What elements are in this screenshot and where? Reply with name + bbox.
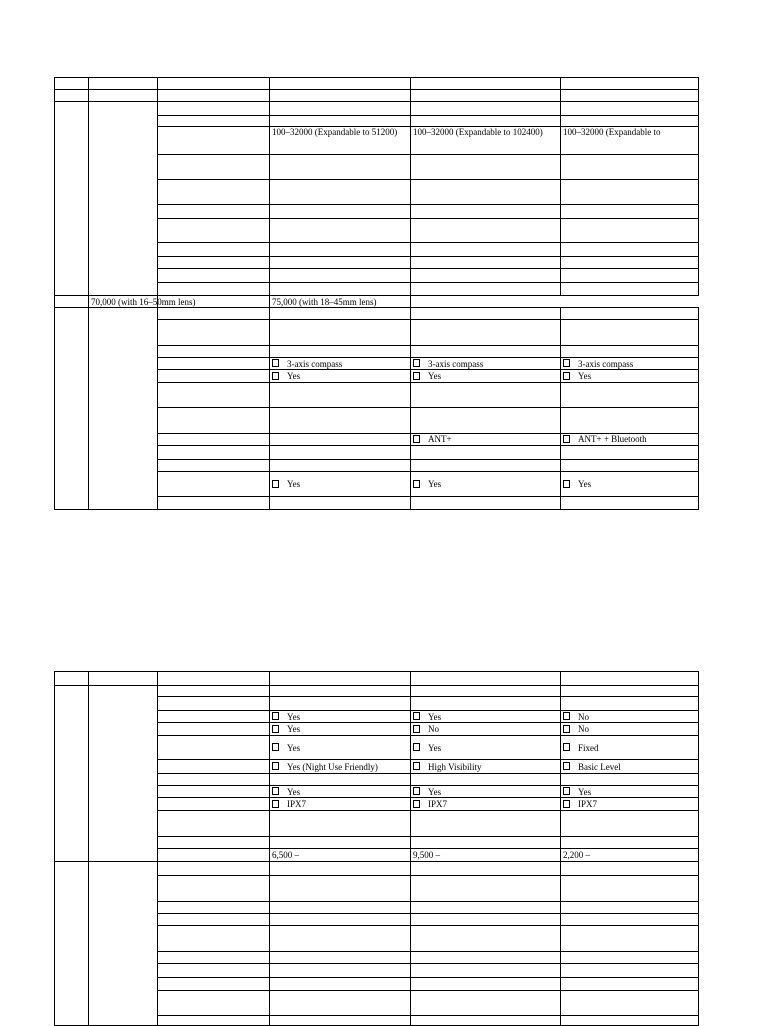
value-cell [411, 978, 561, 991]
value-cell [411, 460, 561, 472]
value-cell [411, 370, 561, 383]
value-cell [411, 876, 561, 902]
value-cell [561, 786, 699, 798]
table-row [55, 672, 699, 686]
value-cell [561, 434, 699, 446]
feature-cell [158, 283, 270, 296]
checkbox-icon [272, 372, 279, 380]
value-cell [561, 283, 699, 296]
feature-cell [158, 308, 270, 320]
value-cell [270, 308, 411, 320]
value-cell [561, 862, 699, 876]
value-cell [561, 155, 699, 180]
checkbox-icon [413, 787, 420, 795]
value-cell [411, 697, 561, 711]
cell-text: 3-axis compass [428, 358, 484, 369]
cell-text: IPX7 [428, 799, 448, 809]
cell-text: No [578, 711, 589, 722]
cell-text: 3-axis compass [287, 358, 343, 369]
value-cell [270, 320, 411, 346]
feature-cell [158, 155, 270, 180]
feature-cell [158, 914, 270, 926]
value-cell [270, 811, 411, 837]
value-cell [561, 697, 699, 711]
value-cell [411, 1016, 561, 1026]
value-cell [270, 926, 411, 952]
feature-cell [158, 774, 270, 786]
cell-text: ANT+ [428, 434, 452, 444]
checkbox-icon [563, 372, 570, 380]
value-cell [561, 902, 699, 914]
value-cell [270, 90, 411, 102]
cell-text: 9,500 – [413, 850, 440, 860]
feature-cell [158, 346, 270, 358]
table-row [55, 78, 699, 90]
feature-cell [158, 902, 270, 914]
feature-cell [158, 127, 270, 155]
value-cell [270, 370, 411, 383]
value-cell [270, 1016, 411, 1026]
feature-cell [158, 798, 270, 811]
value-cell [411, 383, 561, 408]
checkbox-icon [272, 480, 279, 488]
feature-cell [158, 320, 270, 346]
value-cell [411, 358, 561, 370]
value-cell [270, 243, 411, 257]
value-cell [411, 434, 561, 446]
cell-text: Yes [287, 742, 301, 753]
value-cell [561, 116, 699, 127]
feature-cell [158, 408, 270, 434]
value-cell [411, 243, 561, 257]
value-cell [270, 408, 411, 434]
feature-cell [158, 102, 270, 116]
value-cell [270, 205, 411, 219]
feature-cell [158, 837, 270, 849]
feature-cell [158, 686, 270, 697]
value-cell [561, 383, 699, 408]
value-cell [411, 320, 561, 346]
value-cell [561, 964, 699, 978]
feature-cell [158, 497, 270, 510]
feature-cell [158, 180, 270, 205]
value-cell [411, 446, 561, 460]
cell-text: Yes [287, 786, 301, 797]
value-cell [411, 760, 561, 774]
spec-table-2 [54, 671, 699, 1026]
value-cell [561, 269, 699, 283]
value-cell [561, 760, 699, 774]
feature-cell [158, 952, 270, 964]
value-cell [561, 711, 699, 723]
feature-cell [158, 90, 270, 102]
feature-cell [158, 219, 270, 243]
value-cell [411, 346, 561, 358]
value-cell [411, 283, 561, 296]
checkbox-icon [413, 800, 420, 808]
value-cell [411, 926, 561, 952]
value-cell [411, 205, 561, 219]
cell-text: 100–32000 (Expandable to [563, 127, 661, 137]
value-cell [270, 434, 411, 446]
subcategory-cell [89, 686, 158, 862]
checkbox-icon [563, 725, 570, 733]
checkbox-icon [272, 743, 279, 751]
value-cell [270, 862, 411, 876]
value-cell [561, 446, 699, 460]
value-cell [561, 78, 699, 90]
value-cell [561, 672, 699, 686]
value-cell [411, 837, 561, 849]
cell-text: Yes [287, 371, 301, 381]
cell-text: IPX7 [287, 799, 307, 809]
value-cell [270, 257, 411, 269]
table-row [55, 686, 699, 697]
subcategory-cell [89, 862, 158, 1026]
feature-cell [158, 926, 270, 952]
value-cell [411, 78, 561, 90]
feature-cell [158, 116, 270, 127]
value-cell [411, 798, 561, 811]
cell-text: 6,500 – [272, 850, 299, 860]
value-cell [411, 811, 561, 837]
feature-cell [158, 862, 270, 876]
value-cell [89, 90, 158, 102]
cell-text: 75,000 (with 18–45mm lens) [272, 296, 377, 307]
value-cell [561, 952, 699, 964]
feature-cell [158, 811, 270, 837]
feature-cell [158, 786, 270, 798]
value-cell [561, 914, 699, 926]
value-cell [411, 408, 561, 434]
subcategory-cell [89, 308, 158, 510]
value-cell [411, 774, 561, 786]
value-cell [411, 257, 561, 269]
value-cell [270, 116, 411, 127]
spec-table-1 [54, 77, 699, 510]
value-cell [411, 964, 561, 978]
value-cell [561, 837, 699, 849]
checkbox-icon [563, 359, 570, 367]
cell-text: Yes [578, 786, 592, 797]
value-cell [270, 914, 411, 926]
value-cell [270, 952, 411, 964]
value-cell [411, 219, 561, 243]
value-cell [411, 849, 561, 862]
value-cell [270, 760, 411, 774]
cell-text: 70,000 (with 16–50mm lens) [91, 296, 196, 307]
value-cell [561, 686, 699, 697]
value-cell [411, 723, 561, 736]
feature-cell [158, 243, 270, 257]
value-cell [411, 102, 561, 116]
checkbox-icon [272, 787, 279, 795]
value-cell [270, 672, 411, 686]
cell-text: Yes [287, 724, 301, 734]
table-row [55, 90, 699, 102]
value-cell [270, 798, 411, 811]
checkbox-icon [563, 712, 570, 720]
cell-text: Yes [428, 742, 442, 753]
value-cell [270, 991, 411, 1016]
feature-cell [158, 711, 270, 723]
checkbox-icon [413, 359, 420, 367]
cell-text: 100–32000 (Expandable to 51200) [272, 127, 398, 137]
value-cell [270, 876, 411, 902]
value-cell [561, 320, 699, 346]
value-cell [270, 269, 411, 283]
value-cell [561, 308, 699, 320]
value-cell [561, 472, 699, 497]
value-cell [270, 127, 411, 155]
checkbox-icon [563, 800, 570, 808]
value-cell [55, 78, 89, 90]
value-cell [270, 180, 411, 205]
feature-cell [158, 205, 270, 219]
value-cell [270, 102, 411, 116]
feature-cell [158, 723, 270, 736]
value-cell [411, 308, 561, 320]
value-cell [270, 219, 411, 243]
checkbox-icon [272, 762, 279, 770]
value-cell [411, 736, 561, 760]
value-cell [411, 862, 561, 876]
value-cell [270, 686, 411, 697]
value-cell [561, 408, 699, 434]
checkbox-icon [413, 743, 420, 751]
value-cell [561, 811, 699, 837]
feature-cell [158, 736, 270, 760]
feature-cell [158, 78, 270, 90]
value-cell [561, 926, 699, 952]
value-cell [561, 774, 699, 786]
value-cell [89, 672, 158, 686]
value-cell [270, 711, 411, 723]
feature-cell [158, 978, 270, 991]
feature-cell [158, 383, 270, 408]
checkbox-icon [563, 762, 570, 770]
category-cell [55, 686, 89, 862]
value-cell [561, 798, 699, 811]
feature-cell [158, 434, 270, 446]
value-cell [270, 736, 411, 760]
feature-cell [158, 964, 270, 978]
value-cell [270, 346, 411, 358]
value-cell [270, 358, 411, 370]
value-cell [270, 460, 411, 472]
feature-cell [158, 760, 270, 774]
checkbox-icon [563, 480, 570, 488]
checkbox-icon [272, 725, 279, 733]
cell-text: Yes [287, 479, 301, 489]
value-cell [411, 786, 561, 798]
value-cell [411, 269, 561, 283]
value-cell [270, 497, 411, 510]
value-cell [411, 497, 561, 510]
value-cell [270, 155, 411, 180]
cell-text: Yes [428, 371, 442, 381]
cell-text: High Visibility [428, 761, 482, 772]
checkbox-icon [413, 712, 420, 720]
value-cell [411, 672, 561, 686]
value-cell [561, 346, 699, 358]
value-cell [270, 697, 411, 711]
value-cell [270, 786, 411, 798]
value-cell [411, 90, 561, 102]
cell-text: ANT+ + Bluetooth [578, 434, 647, 444]
value-cell [411, 711, 561, 723]
table-row [55, 296, 699, 308]
value-cell [561, 978, 699, 991]
value-cell [270, 774, 411, 786]
feature-cell [158, 849, 270, 862]
value-cell [411, 991, 561, 1016]
value-cell [561, 102, 699, 116]
cell-text: IPX7 [578, 799, 598, 809]
value-cell [561, 497, 699, 510]
cell-text: 3-axis compass [578, 358, 634, 369]
category-cell [55, 308, 89, 510]
checkbox-icon [413, 480, 420, 488]
value-cell [561, 849, 699, 862]
feature-cell [158, 876, 270, 902]
value-cell [561, 180, 699, 205]
value-cell [411, 952, 561, 964]
value-cell [55, 90, 89, 102]
value-cell [89, 78, 158, 90]
subcategory-cell [89, 102, 158, 296]
value-cell [561, 257, 699, 269]
value-cell [270, 383, 411, 408]
cell-text: No [428, 724, 439, 734]
value-cell [270, 446, 411, 460]
table-row [55, 102, 699, 116]
checkbox-icon [413, 725, 420, 733]
cell-text: Yes [428, 711, 442, 722]
cell-text: Yes [578, 479, 592, 489]
value-cell [270, 837, 411, 849]
feature-cell [158, 991, 270, 1016]
table-row [55, 862, 699, 876]
value-cell [411, 472, 561, 497]
feature-cell [158, 472, 270, 497]
cell-text: Yes (Night Use Friendly) [287, 761, 378, 772]
checkbox-icon [272, 800, 279, 808]
feature-cell [158, 672, 270, 686]
cell-text: Fixed [578, 742, 599, 753]
value-cell [561, 876, 699, 902]
value-cell [561, 358, 699, 370]
value-cell [270, 849, 411, 862]
value-cell [270, 902, 411, 914]
value-cell [561, 90, 699, 102]
checkbox-icon [272, 359, 279, 367]
value-cell [270, 78, 411, 90]
value-cell [561, 1016, 699, 1026]
value-cell [270, 283, 411, 296]
feature-cell [158, 446, 270, 460]
cell-text: Basic Level [578, 761, 621, 772]
cell-text: Yes [428, 786, 442, 797]
checkbox-icon [563, 435, 570, 443]
value-cell [270, 964, 411, 978]
value-cell [411, 902, 561, 914]
feature-cell [158, 460, 270, 472]
value-cell [55, 672, 89, 686]
value-cell [270, 723, 411, 736]
value-cell [411, 180, 561, 205]
value-cell [411, 686, 561, 697]
cell-text: Yes [428, 479, 442, 489]
checkbox-icon [563, 787, 570, 795]
checkbox-icon [272, 712, 279, 720]
value-cell [561, 991, 699, 1016]
value-cell [561, 370, 699, 383]
cell-text: 100–32000 (Expandable to 102400) [413, 127, 543, 137]
feature-cell [55, 296, 89, 308]
value-cell [270, 978, 411, 991]
value-cell [270, 296, 411, 308]
feature-cell [158, 1016, 270, 1026]
cell-text: Yes [287, 711, 301, 722]
value-cell [561, 205, 699, 219]
value-cell [411, 155, 561, 180]
checkbox-icon [413, 435, 420, 443]
feature-cell [158, 697, 270, 711]
value-cell [411, 914, 561, 926]
feature-cell [158, 257, 270, 269]
feature-cell [158, 269, 270, 283]
table-row [55, 308, 699, 320]
feature-cell [158, 358, 270, 370]
cell-text: No [578, 724, 589, 734]
checkbox-icon [563, 743, 570, 751]
value-cell [411, 116, 561, 127]
feature-cell [158, 370, 270, 383]
value-cell [411, 127, 561, 155]
checkbox-icon [413, 762, 420, 770]
value-cell [561, 736, 699, 760]
value-cell [89, 296, 196, 308]
value-cell [270, 472, 411, 497]
cell-text: Yes [578, 371, 592, 381]
category-cell [55, 102, 89, 296]
value-cell [561, 219, 699, 243]
cell-text: 2,200 – [563, 850, 590, 860]
value-cell [561, 243, 699, 257]
checkbox-icon [413, 372, 420, 380]
value-cell [561, 460, 699, 472]
value-cell [561, 723, 699, 736]
category-cell [55, 862, 89, 1026]
value-cell [561, 127, 699, 155]
